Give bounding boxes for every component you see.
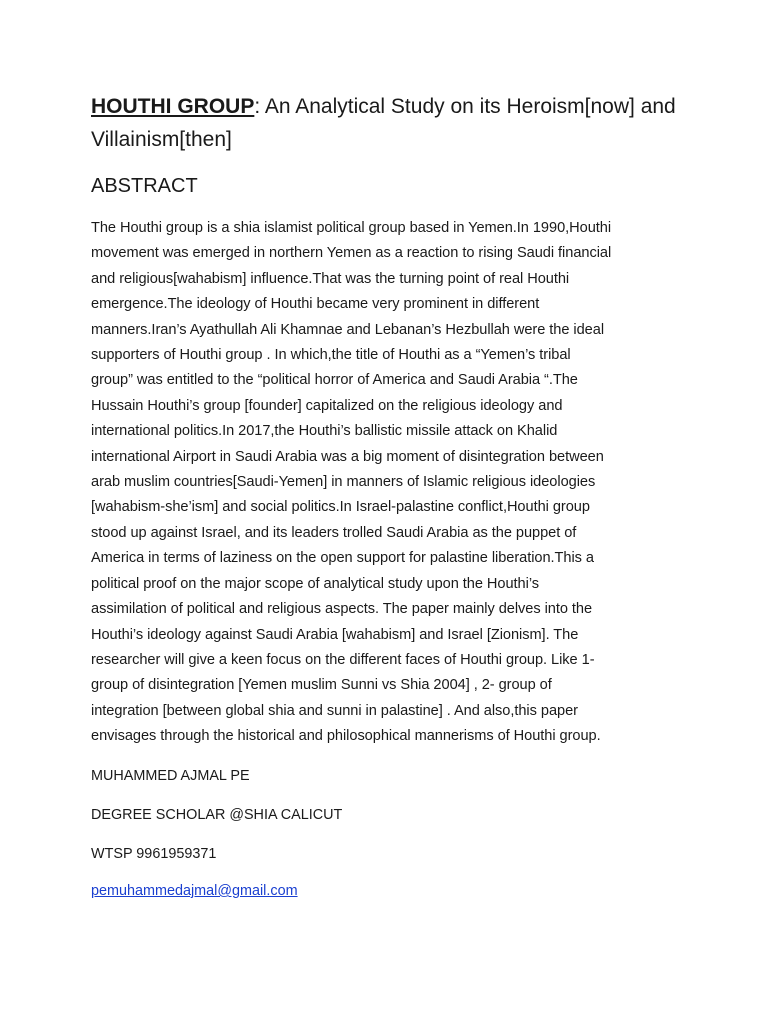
abstract-line: researcher will give a keen focus on the different faces of Houthi group. Like 1- — [91, 651, 595, 668]
abstract-line: and religious[wahabism] influence.That was the turning point of real Houthi — [91, 270, 570, 287]
abstract-line: America in terms of laziness on the open support for palastine liberation.This a — [91, 550, 594, 567]
abstract-line: movement was emerged in northern Yemen as a reaction to rising Saudi financial — [91, 245, 612, 262]
abstract-line: international politics.In 2017,the Houthi’s ballistic missile attack on Khalid — [91, 423, 558, 440]
title-bold-part: HOUTHI GROUP — [91, 95, 255, 118]
abstract-line: envisages through the historical and philosophical mannerisms of Houthi group. — [91, 728, 601, 745]
document-title — [91, 90, 691, 156]
abstract-line: Hussain Houthi’s group [founder] capitalized on the religious ideology and — [91, 397, 563, 414]
abstract-line: manners.Iran’s Ayathullah Ali Khamnae and Lebanan’s Hezbullah were the ideal — [91, 321, 605, 338]
abstract-line: integration [between global shia and sunni in palastine] . And also,this paper — [91, 702, 578, 719]
abstract-line: group” was entitled to the “political horror of America and Saudi Arabia “.The — [91, 372, 578, 389]
title-rest-part: : An Analytical Study on its Heroism[now] and Villainism[then] — [91, 95, 676, 151]
abstract-heading: ABSTRACT — [91, 175, 198, 197]
abstract-line: supporters of Houthi group . In which,the title of Houthi as a “Yemen’s tribal — [91, 347, 571, 364]
abstract-line: arab muslim countries[Saudi-Yemen] in manners of Islamic religious ideologies — [91, 474, 596, 491]
abstract-line: Houthi’s ideology against Saudi Arabia [wahabism] and Israel [Zionism]. The — [91, 626, 579, 643]
abstract-line: The Houthi group is a shia islamist political group based in Yemen.In 1990,Houthi — [91, 220, 612, 236]
author-email-link[interactable]: pemuhammedajmal@gmail.com — [91, 883, 298, 899]
abstract-line: political proof on the major scope of analytical study upon the Houthi’s — [91, 575, 539, 592]
abstract-line: [wahabism-she’ism] and social politics.In Israel-palastine conflict,Houthi group — [91, 499, 590, 516]
abstract-line: stood up against Israel, and its leaders trolled Saudi Arabia as the puppet of — [91, 524, 577, 541]
abstract-line: emergence.The ideology of Houthi became very prominent in different — [91, 296, 540, 313]
author-name: MUHAMMED AJMAL PE — [91, 768, 250, 784]
abstract-line: group of disintegration [Yemen muslim Sunni vs Shia 2004] , 2- group of — [91, 677, 552, 694]
abstract-line: international Airport in Saudi Arabia was a big moment of disintegration between — [91, 448, 604, 465]
abstract-paragraph — [91, 216, 681, 750]
author-affiliation: DEGREE SCHOLAR @SHIA CALICUT — [91, 807, 343, 823]
author-phone: WTSP 9961959371 — [91, 846, 217, 862]
abstract-line: assimilation of political and religious aspects. The paper mainly delves into the — [91, 601, 593, 618]
